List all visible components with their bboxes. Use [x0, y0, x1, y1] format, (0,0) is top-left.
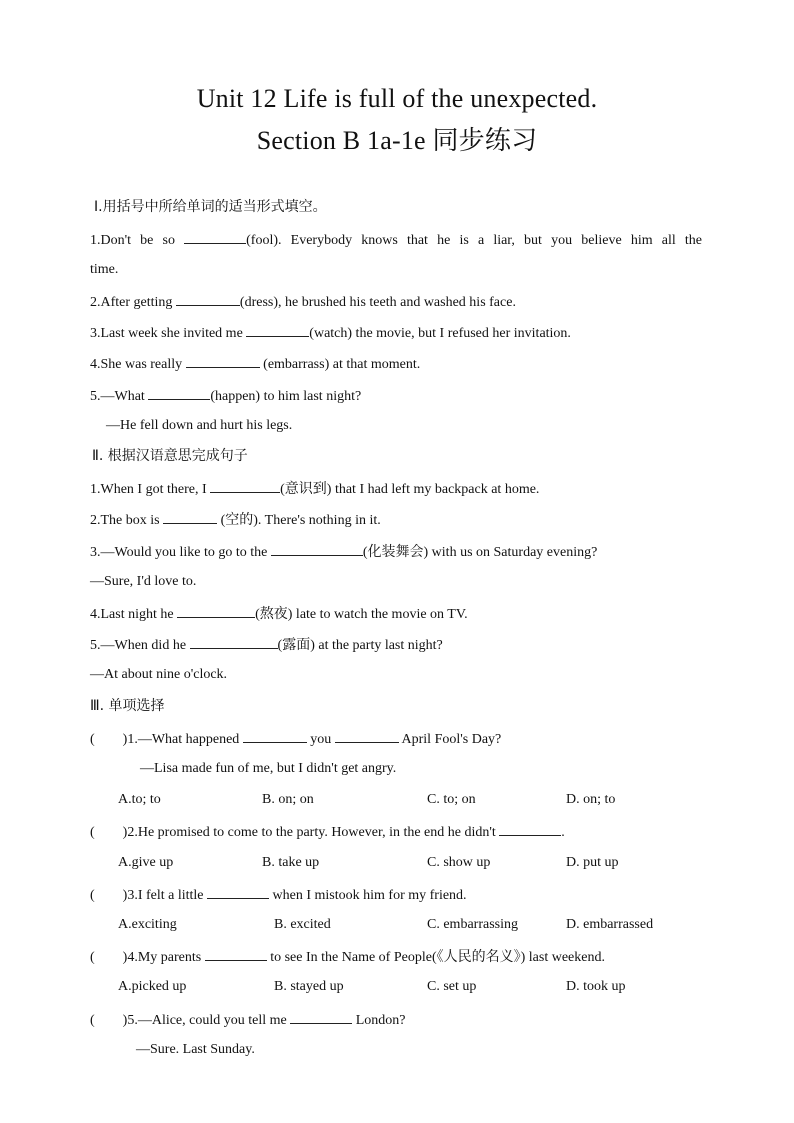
s2-q5-text-after: (露面) at the party last night?	[277, 638, 443, 653]
s3-q1-option-c: C. to; on	[427, 792, 476, 807]
s3-q4-text-after: to see In the Name of People(《人民的名义》) last weekend.	[266, 950, 605, 965]
s3-q4-text: 4.My parents	[127, 950, 205, 965]
answer-paren: ( )	[90, 825, 128, 840]
s3-q3-text-after: when I mistook him for my friend.	[269, 888, 467, 903]
s2-q2-text: 2.The box is	[90, 513, 164, 528]
section2-heading: Ⅱ. 根据汉语意思完成句子	[92, 448, 248, 464]
s3-q5-text: 5.—Alice, could you tell me	[127, 1013, 291, 1028]
s2-question-2	[90, 510, 381, 530]
s3-q3-option-b: B. excited	[274, 917, 331, 932]
s1-q2-text-after: (dress), he brushed his teeth and washed his face.	[239, 295, 516, 310]
s1-q1-text-after: (fool). Everybody knows that he is a liar, but you believe him all the	[246, 233, 702, 248]
answer-blank	[271, 542, 363, 556]
page-title: Unit 12 Life is full of the unexpected.	[196, 84, 598, 113]
s2-q4-text-after: (熬夜) late to watch the movie on TV.	[255, 607, 468, 622]
s1-question-1	[90, 230, 702, 250]
s1-q4-text-after: (embarrass) at that moment.	[259, 357, 421, 372]
answer-blank	[163, 510, 217, 524]
s3-q4-option-b: B. stayed up	[274, 979, 344, 994]
s3-q1-option-b: B. on; on	[262, 792, 314, 807]
s3-q3-option-c: C. embarrassing	[427, 917, 518, 932]
section1-heading: Ⅰ.用括号中所给单词的适当形式填空。	[94, 199, 327, 215]
s3-question-4	[90, 947, 605, 967]
answer-blank	[499, 822, 561, 836]
s1-question-5	[90, 386, 361, 406]
answer-blank	[190, 635, 278, 649]
s3-q2-text: 2.He promised to come to the party. However, in the end he didn't	[127, 825, 500, 840]
answer-paren: ( )	[90, 888, 128, 903]
s3-q2-option-b: B. take up	[262, 855, 320, 870]
s3-q5-text-after: London?	[352, 1013, 406, 1028]
s3-q2-option-a: A.give up	[118, 855, 174, 870]
page-subtitle: Section B 1a-1e 同步练习	[256, 126, 538, 155]
answer-blank	[246, 323, 309, 337]
s2-q3-text: 3.—Would you like to go to the	[90, 545, 271, 560]
s3-q3-text: 3.I felt a little	[127, 888, 208, 903]
s3-q4-option-a: A.picked up	[118, 979, 187, 994]
s1-q5-text-after: (happen) to him last night?	[210, 389, 362, 404]
answer-blank	[210, 479, 280, 493]
s1-q5-text: 5.—What	[90, 389, 149, 404]
s2-question-5	[90, 635, 443, 655]
s1-q1-continuation: time.	[90, 262, 119, 277]
answer-blank	[176, 292, 240, 306]
s2-q3-answer: —Sure, I'd love to.	[90, 574, 197, 589]
s3-question-2	[90, 822, 565, 842]
s1-q5-answer: —He fell down and hurt his legs.	[106, 418, 293, 433]
s3-q1-option-a: A.to; to	[118, 792, 161, 807]
s3-q2-text-after: .	[561, 825, 565, 840]
s3-q3-option-d: D. embarrassed	[566, 917, 654, 932]
answer-blank	[184, 230, 246, 244]
s3-q1-option-d: D. on; to	[566, 792, 616, 807]
s1-q2-text: 2.After getting	[90, 295, 176, 310]
s3-q4-option-c: C. set up	[427, 979, 477, 994]
s2-q4-text: 4.Last night he	[90, 607, 178, 622]
s1-q3-text: 3.Last week she invited me	[90, 326, 247, 341]
s2-q5-answer: —At about nine o'clock.	[90, 667, 228, 682]
s2-question-1	[90, 479, 539, 499]
answer-blank	[148, 386, 210, 400]
s3-q1-reply: —Lisa made fun of me, but I didn't get angry.	[140, 761, 397, 776]
answer-paren: ( )	[90, 950, 128, 965]
answer-blank	[207, 885, 269, 899]
answer-blank	[243, 729, 307, 743]
s1-q4-text: 4.She was really	[90, 357, 186, 372]
answer-paren: ( )	[90, 732, 128, 747]
s2-q1-text-after: (意识到) that I had left my backpack at home.	[280, 482, 540, 497]
s1-question-2	[90, 292, 516, 312]
s2-q2-text-after: (空的). There's nothing in it.	[217, 513, 381, 528]
s3-q1-text: 1.—What happened	[127, 732, 243, 747]
s3-question-3	[90, 885, 467, 905]
s1-q3-text-after: (watch) the movie, but I refused her invitation.	[309, 326, 571, 341]
s2-question-4	[90, 604, 468, 624]
s3-q1-text-after: April Fool's Day?	[398, 732, 502, 747]
s3-q2-option-d: D. put up	[566, 855, 619, 870]
answer-paren: ( )	[90, 1013, 128, 1028]
s1-q1-text: 1.Don't be so	[90, 233, 185, 248]
s3-q4-option-d: D. took up	[566, 979, 626, 994]
s2-question-3	[90, 542, 597, 562]
s3-q1-text-mid: you	[306, 732, 335, 747]
answer-blank	[186, 354, 260, 368]
s1-question-3	[90, 323, 571, 343]
s3-q3-option-a: A.exciting	[118, 917, 177, 932]
answer-blank	[335, 729, 399, 743]
s3-q5-reply: —Sure. Last Sunday.	[136, 1042, 255, 1057]
s2-q3-text-after: (化装舞会) with us on Saturday evening?	[362, 545, 598, 560]
answer-blank	[290, 1010, 352, 1024]
s3-question-5	[90, 1010, 406, 1030]
answer-blank	[177, 604, 255, 618]
s3-question-1	[90, 729, 501, 749]
answer-blank	[205, 947, 267, 961]
s2-q1-text: 1.When I got there, I	[90, 482, 211, 497]
s2-q5-text: 5.—When did he	[90, 638, 190, 653]
s3-q2-option-c: C. show up	[427, 855, 491, 870]
s1-question-4	[90, 354, 420, 374]
section3-heading: Ⅲ. 单项选择	[90, 698, 165, 714]
